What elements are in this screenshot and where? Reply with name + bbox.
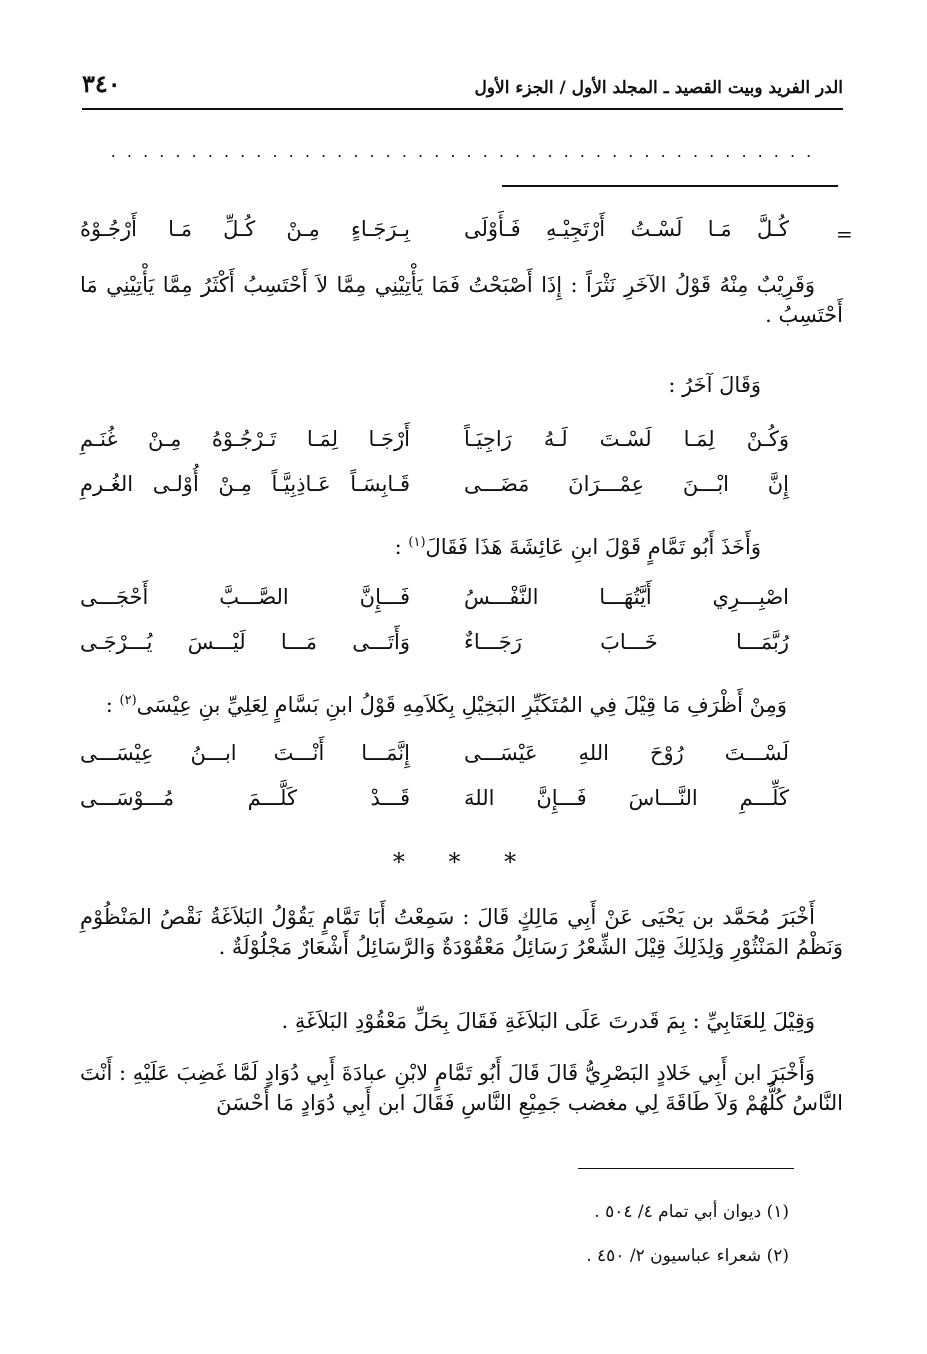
paragraph: أَخْبَرَ مُحَمَّد بن يَحْيَى عَنْ أَبِي مَالِكٍ قَالَ : سَمِعْتُ أَبَا تَمَّامٍ يَقُوْلُ البَلاَغَةُ نَقْصُ المَنْظُوْمِ وَنَظْمُ المَنْثُوْرِ وَلِذَلِكَ قِيْلَ الشِّعْرُ رَسَائِلُ مَعْقُوْدَةٌ وَالرَّسَائِلُ أَشْعَارٌ مَجْلُوْلَةٌ .	[80, 905, 843, 959]
verse-hemistich-left: بِـرَجَـاءٍ مِـنْ كُـلِّ مَـا أَرْجُـوْهُ	[80, 217, 410, 241]
verse-hemistich-right: وَكُـنْ لِمَـا لَسْـتَ لَـهُ رَاجِيَـاً	[464, 427, 789, 451]
verse-hemistich-left: قَـــدْ كَلَّـــمَ مُـــوْسَـــى	[80, 786, 410, 810]
verse-hemistich-right: اصْبِـــرِي أَيَّتُهَـــا النَّفْـــسُ	[464, 585, 789, 609]
footnote-ref: (١)	[408, 535, 426, 550]
footnote-ref: (٢)	[119, 693, 137, 708]
verse-line	[80, 582, 789, 612]
verse-line	[80, 214, 789, 244]
page-number: ٣٤٠	[82, 69, 121, 98]
verse-line	[80, 738, 789, 768]
verse-hemistich-left: قَـابِسَـاً عَـاذِبِيَّـاً مِـنْ أُوْلـى الغُـرمِ	[80, 472, 410, 496]
paragraph: وَأَخْبَرَ ابن أَبِي خَلادٍ البَصْرِيُّ قَالَ قَالَ أَبُو تَمَّامٍ لابْنِ عبادَةَ أَبِي دُوَادٍ لَمَّا غَضِبَ عَلَيْهِ : أَنْتَ النَّاسُ كُلُّهُمْ وَلاَ طَاقَةَ لِي مغضب جَمِيْعِ النَّاسِ فَقَالَ ابن أَبِي دُوَادٍ مَا أَحْسَنَ	[80, 1061, 843, 1115]
poem	[80, 582, 789, 657]
verse-hemistich-left: فَـــإِنَّ الصَّـــبَّ أَحْجَـــى	[80, 585, 410, 609]
dotted-separator: . . . . . . . . . . . . . . . . . . . . . . . . . . . . . . . . . . . . . . . . . . . .	[110, 142, 815, 161]
continuation-rule	[502, 185, 838, 187]
poem-intro	[80, 528, 789, 562]
verse-hemistich-right: لَسْـــتَ رُوْحَ اللهِ عَيْسَـــى	[464, 741, 789, 765]
verse-line	[80, 424, 789, 454]
poem-intro-colon: :	[394, 535, 409, 559]
verse-hemistich-right: كَلِّـــمِ النَّـــاسَ فَـــإِنَّ اللهَ	[464, 786, 789, 810]
poem	[80, 424, 789, 499]
continuation-mark: =	[836, 222, 853, 246]
footnote-rule	[578, 1168, 794, 1169]
verse-hemistich-left: إِنَّمَـــا أَنْـــتَ ابـــنُ عِيْسَـــى	[80, 741, 410, 765]
paragraph: وَقَرِيْبٌ مِنْهُ قَوْلُ الآخَرِ نَثْرَاً : إِذَا أَصْبَحْتُ فَمَا يَأْتِيْنِي مِمَّا لاَ أَحْتَسِبُ أَكْثَرُ مِمَّا يَأْتِيْنِي مَا أَحْتَسِبُ .	[80, 273, 843, 327]
section-divider-stars: * * *	[392, 848, 535, 876]
footnotes	[300, 1190, 789, 1278]
poem	[80, 738, 789, 813]
verse-hemistich-right: كُـلَّ مَـا لَسْـتُ أَرْتَجِيْـهِ فَـأَوْلَى	[464, 217, 789, 241]
footnote: (٢) شعراء عباسيون ٢/ ٤٥٠ .	[586, 1246, 789, 1266]
header-rule	[82, 108, 843, 110]
running-title: الدر الفريد وبيت القصيد ـ المجلد الأول / الجزء الأول	[474, 78, 843, 98]
poem-intro: وَقَالَ آخَرُ :	[668, 373, 761, 397]
poem-intro-text: وَأَخَذَ أَبُو تَمَّامٍ قَوْلَ ابنِ عَائِشَةَ هَذَا فَقَالَ	[425, 535, 761, 559]
poem-intro	[80, 686, 815, 720]
verse-hemistich-left: وَأَتَـــى مَـــا لَيْـــسَ يُـــرْجَـى	[80, 630, 410, 654]
verse-hemistich-right: إِنَّ ابْـــنَ عِمْـــرَانَ مَضَـــى	[464, 472, 789, 496]
poem-intro-colon: :	[105, 693, 120, 717]
verse-hemistich-right: رُبَّمَـــا خَـــابَ رَجَـــاءٌ	[464, 630, 789, 654]
verse-line	[80, 469, 789, 499]
verse-line	[80, 783, 789, 813]
verse-line	[80, 627, 789, 657]
page-header	[82, 62, 843, 98]
poem-intro-text: وَمِنْ أَظْرَفِ مَا قِيْلَ فِي المُتَكَبِّرِ البَخِيْلِ بِكَلاَمِهِ قَوْلُ ابنِ بَسَّامٍ لِعَلِيِّ بنِ عِيْسَى	[136, 693, 787, 717]
verse-hemistich-left: أَرْجَـا لِمَـا تَـرْجُـوْهُ مِـنْ غُنَـمِ	[80, 427, 410, 451]
paragraph: وَقِيْلَ لِلعَتَابِيِّ : بِمَ قَدرتَ عَلَى البَلاَغَةِ فَقَالَ بِحَلِّ مَعْقُوْدِ البَلاَغَةِ .	[281, 1009, 815, 1033]
footnote: (١) ديوان أبي تمام ٤/ ٥٠٤ .	[594, 1202, 789, 1222]
